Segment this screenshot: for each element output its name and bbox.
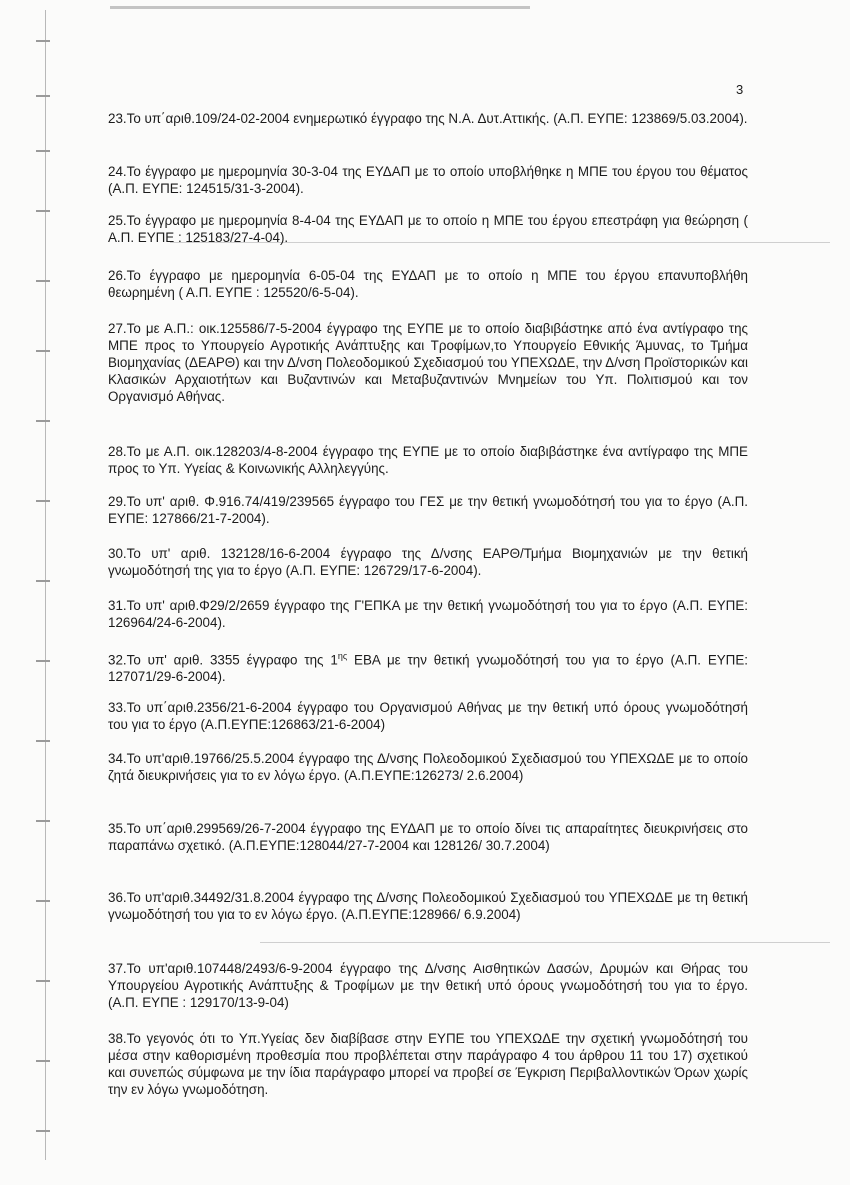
list-item: 30.Το υπ' αριθ. 132128/16-6-2004 έγγραφο της Δ/νσης ΕΑΡΘ/Τμήμα Βιομηχανιών με την θετική γνωμοδότησή της για το έργο (Α.Π. ΕΥΠΕ: 126729/17-6-2004). [108,546,748,578]
list-item: 35.Το υπ΄αριθ.299569/26-7-2004 έγγραφο της ΕΥΔΑΠ με το οποίο δίνει τις απαραίτητες διευκρινήσεις στο παραπάνω σχετικό. (Α.Π.ΕΥΠΕ:128044/27-7-2004 και 128126/ 30.7.2004) [108,821,748,853]
list-item: 32.Το υπ' αριθ. 3355 έγγραφο της $1^{\eta\varsigma}$ ΕΒΑ με την θετική γνωμοδότησή του για το έργο (Α.Π. ΕΥΠΕ: 127071/29-6-2004). [108,651,749,685]
list-item: 36.Το υπ'αριθ.34492/31.8.2004 έγγραφο της Δ/νσης Πολεοδομικού Σχεδιασμού του ΥΠΕΧΩΔΕ με τη θετική γνωμοδότησή του για το εν λόγω έργο. (Α.Π.ΕΥΠΕ:128966/ 6.9.2004) [108,890,748,922]
list-item: 38.Το γεγονός ότι το Υπ.Υγείας δεν διαβίβασε στην ΕΥΠΕ του ΥΠΕΧΩΔΕ την σχετική γνωμοδότησή του μέσα στην καθορισμένη προθεσμία που προβλέπεται στην παράγραφο 4 του άρθρου 11 του 17) σχετικού και συνεπώς σύμφωνα με την ίδια παράγραφο μπορεί να προβεί σε Έγκριση Περιβαλλοντικών Όρων χωρίς την εν λόγω γνωμοδότηση. [108,1031,748,1097]
list-item: 29.Το υπ' αριθ. Φ.916.74/419/239565 έγγραφο του ΓΕΣ με την θετική γνωμοδότησή του για το έργο (Α.Π. ΕΥΠΕ: 127866/21-7-2004). [108,494,748,526]
list-item: 27.Το με Α.Π.: οικ.125586/7-5-2004 έγγραφο της ΕΥΠΕ με το οποίο διαβιβάστηκε από ένα αντίγραφο της ΜΠΕ προς το Υπουργείο Αγροτικής Ανάπτυξης και Τροφίμων,το Υπουργείο Εθνικής Άμυνας, το Τμήμα Βιομηχανίας (ΔΕΑΡΘ) και την Δ/νση Πολεοδομικού Σχεδιασμού του ΥΠΕΧΩΔΕ, την Δ/νση Προϊστορικών και Κλασικών Αρχαιοτήτων και Βυζαντινών και Μεταβυζαντινών Μνημείων του Υπ. Πολιτισμού και τον Οργανισμό Αθήνας. [108,321,748,404]
list-item: 37.Το υπ'αριθ.107448/2493/6-9-2004 έγγραφο της Δ/νσης Αισθητικών Δασών, Δρυμών και Θήρας του Υπουργείου Αγροτικής Ανάπτυξης & Τροφίμων με την θετική υπό όρους γνωμοδότησή του για το έργο. (Α.Π. ΕΥΠΕ : 129170/13-9-04) [108,961,748,1010]
list-item: 24.Το έγγραφο με ημερομηνία 30-3-04 της ΕΥΔΑΠ με το οποίο υποβλήθηκε η ΜΠΕ του έργου του θέματος (Α.Π. ΕΥΠΕ: 124515/31-3-2004). [108,164,748,196]
page-number: 3 [736,82,744,97]
list-item: 23.Το υπ΄αριθ.109/24-02-2004 ενημερωτικό έγγραφο της Ν.Α. Δυτ.Αττικής. (Α.Π. ΕΥΠΕ: 123869/5.03.2004). [108,111,748,126]
scan-top-mark [110,6,530,9]
list-item: 28.Το με Α.Π. οικ.128203/4-8-2004 έγγραφο της ΕΥΠΕ με το οποίο διαβιβάστηκε ένα αντίγραφο της ΜΠΕ προς το Υπ. Υγείας & Κοινωνικής Αλληλεγγύης. [108,444,748,476]
list-item: 25.Το έγγραφο με ημερομηνία 8-4-04 της ΕΥΔΑΠ με το οποίο η ΜΠΕ του έργου επεστράφη για θεώρηση ( Α.Π. ΕΥΠΕ : 125183/27-4-04). [108,213,748,245]
list-item: 31.Το υπ' αριθ.Φ29/2/2659 έγγραφο της Γ'ΕΠΚΑ με την θετική γνωμοδότησή του για το έργο (Α.Π. ΕΥΠΕ: 126964/24-6-2004). [108,598,748,630]
list-item: 34.Το υπ'αριθ.19766/25.5.2004 έγγραφο της Δ/νσης Πολεοδομικού Σχεδιασμού του ΥΠΕΧΩΔΕ με το οποίο ζητά διευκρινήσεις για το εν λόγω έργο. (Α.Π.ΕΥΠΕ:126273/ 2.6.2004) [108,751,748,783]
list-item: 33.Το υπ΄αριθ.2356/21-6-2004 έγγραφο του Οργανισμού Αθήνας με την θετική υπό όρους γνωμοδότησή του για το έργο (Α.Π.ΕΥΠΕ:126863/21-6-2004) [108,700,748,732]
scan-line [260,942,830,943]
list-item: 26.Το έγγραφο με ημερομηνία 6-05-04 της ΕΥΔΑΠ με το οποίο η ΜΠΕ του έργου επανυποβλήθη θεωρημένη ( Α.Π. ΕΥΠΕ : 125520/6-5-04). [108,268,748,300]
binder-holes [28,0,58,1185]
